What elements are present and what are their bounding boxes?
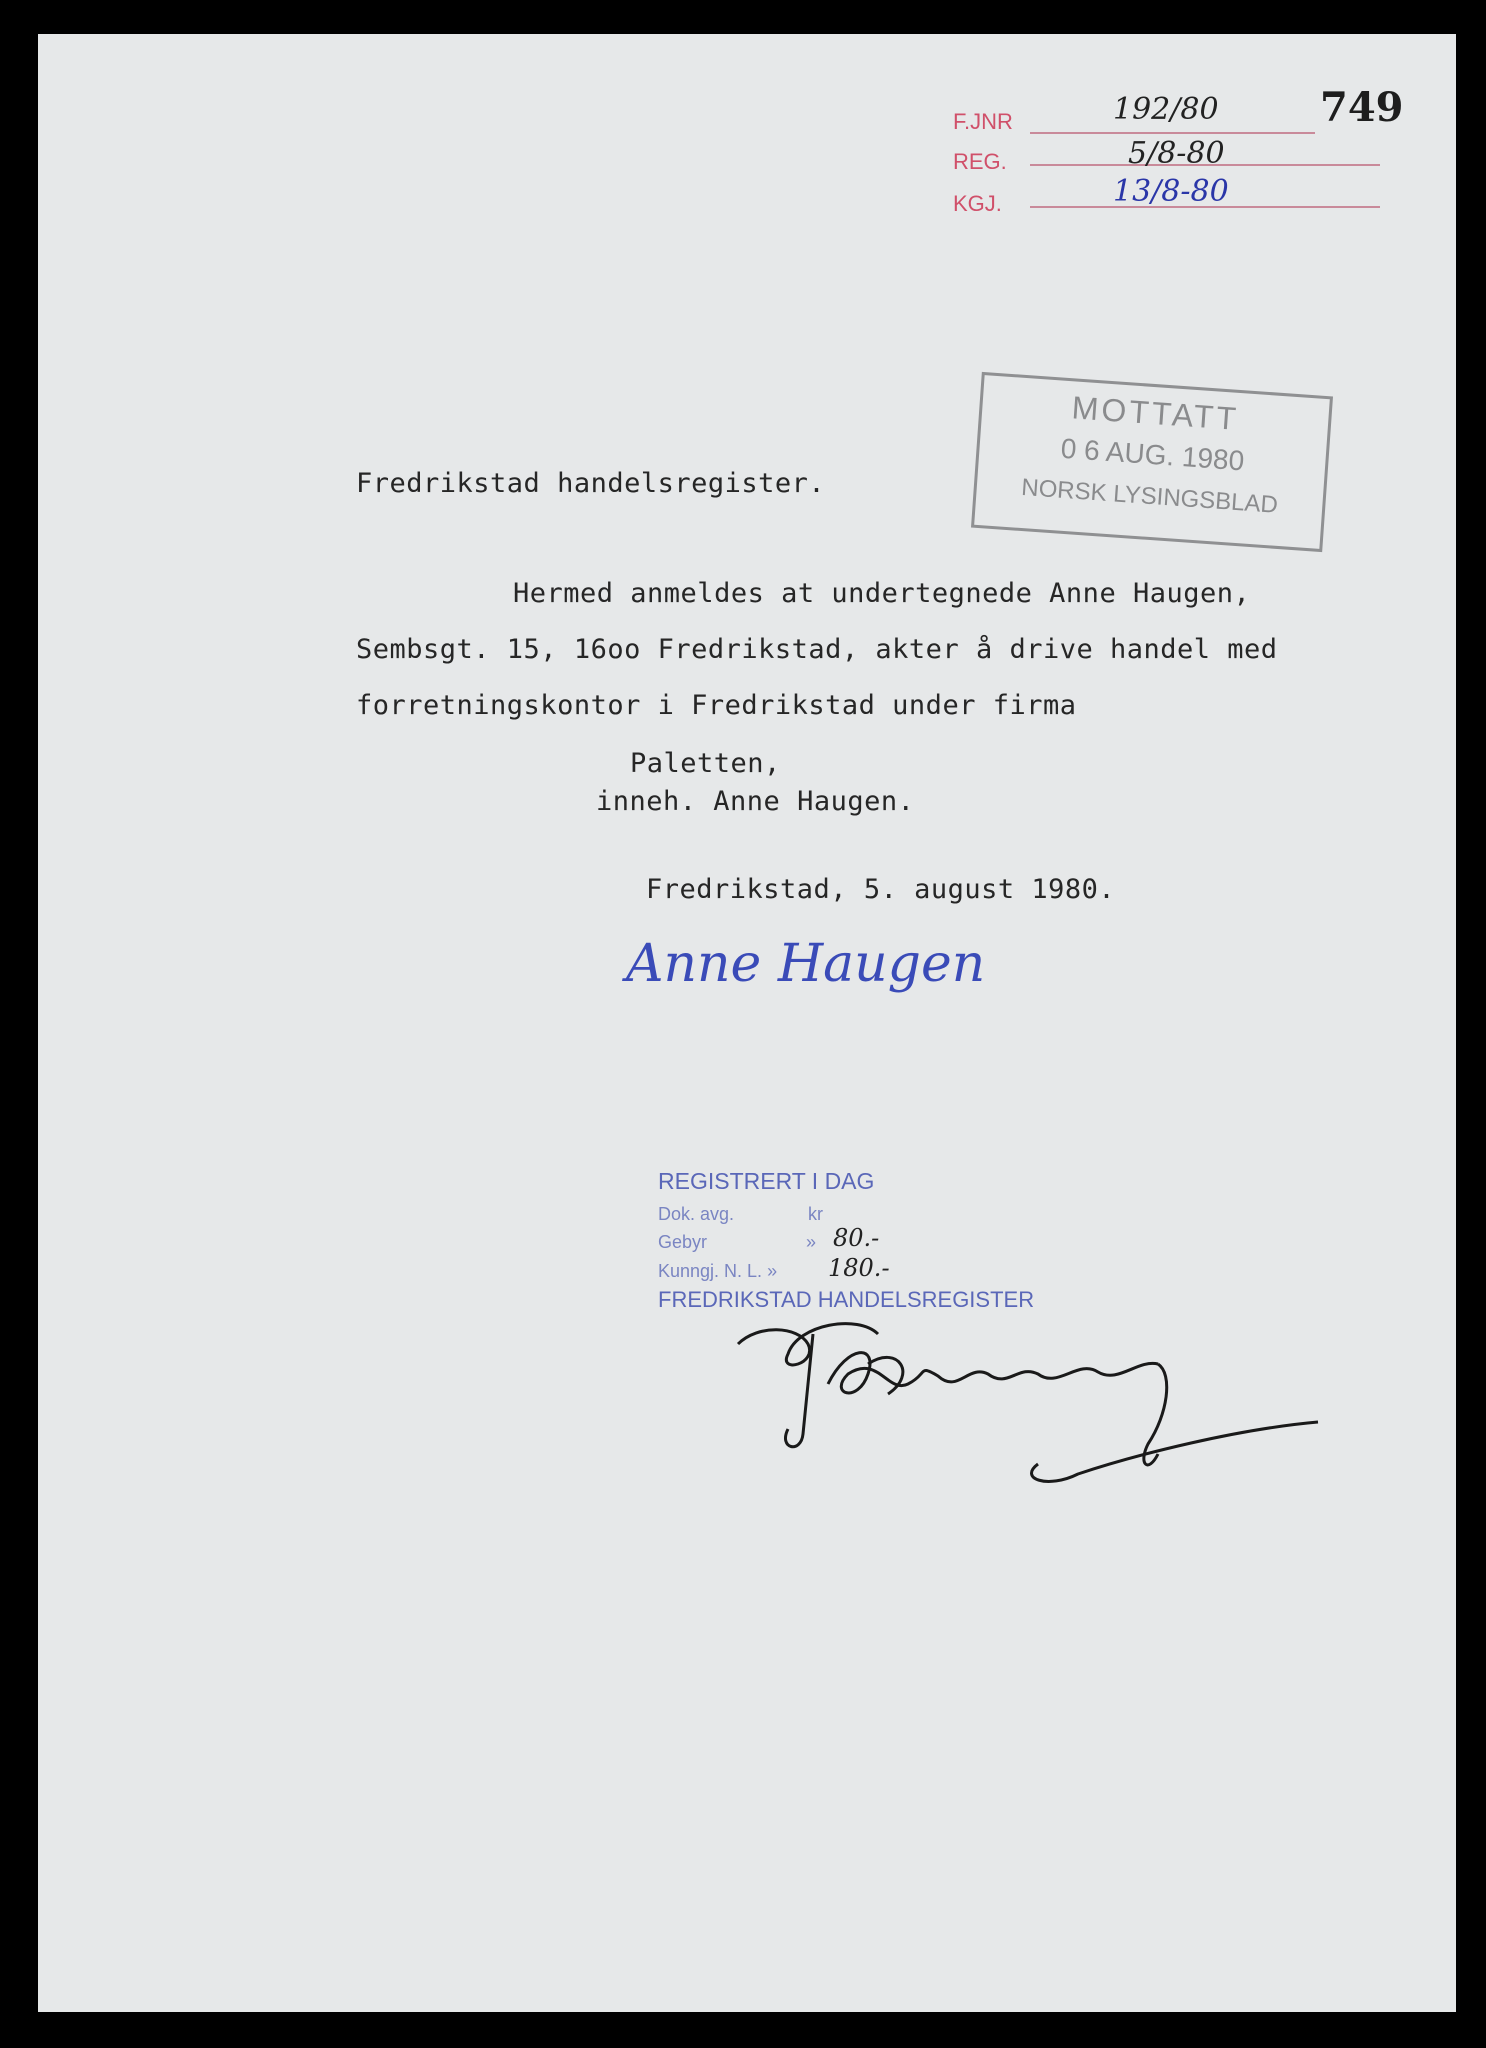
received-stamp-org: NORSK LYSINGSBLAD <box>1020 473 1279 519</box>
fee-label: Gebyr <box>658 1232 708 1252</box>
reg-value: 5/8-80 <box>1128 136 1225 171</box>
announcement-label: Kunngj. N. L. » <box>658 1261 778 1281</box>
place-date: Fredrikstad, 5. august 1980. <box>646 874 1116 905</box>
fee-value: 80.- <box>833 1224 880 1252</box>
page-number: 749 <box>1320 84 1404 131</box>
kgj-label: KGJ. <box>953 191 1002 216</box>
doc-fee-label: Dok. avg. <box>658 1204 735 1224</box>
firm-owner: inneh. Anne Haugen. <box>596 786 915 817</box>
letter-recipient: Fredrikstad handelsregister. <box>356 468 826 499</box>
firm-name: Paletten, <box>630 748 781 779</box>
received-stamp <box>971 372 1333 552</box>
fjnr-value: 192/80 <box>1113 92 1219 127</box>
doc-fee-unit: kr <box>808 1204 823 1224</box>
registrar-signature <box>718 1304 1338 1504</box>
applicant-signature: Anne Haugen <box>626 934 986 994</box>
received-stamp-title: MOTTATT <box>1070 389 1241 437</box>
fjnr-line <box>1030 132 1315 134</box>
letter-body-line-1: Hermed anmeldes at undertegnede Anne Haugen, <box>513 578 1251 609</box>
reg-label: REG. <box>953 149 1007 174</box>
fee-unit: » <box>806 1232 817 1252</box>
letter-body-line-3: forretningskontor i Fredrikstad under firma <box>356 690 1077 721</box>
fjnr-label: F.JNR <box>953 109 1013 134</box>
kgj-value: 13/8-80 <box>1113 174 1229 209</box>
registration-stamp-title: REGISTRERT I DAG <box>658 1168 875 1194</box>
letter-body-line-2: Sembsgt. 15, 16oo Fredrikstad, akter å drive handel med <box>356 634 1278 665</box>
received-stamp-date: 0 6 AUG. 1980 <box>1059 432 1246 477</box>
document-page <box>38 34 1456 2012</box>
announcement-value: 180.- <box>828 1254 890 1282</box>
registration-stamp-footer: FREDRIKSTAD HANDELSREGISTER <box>658 1287 1035 1312</box>
